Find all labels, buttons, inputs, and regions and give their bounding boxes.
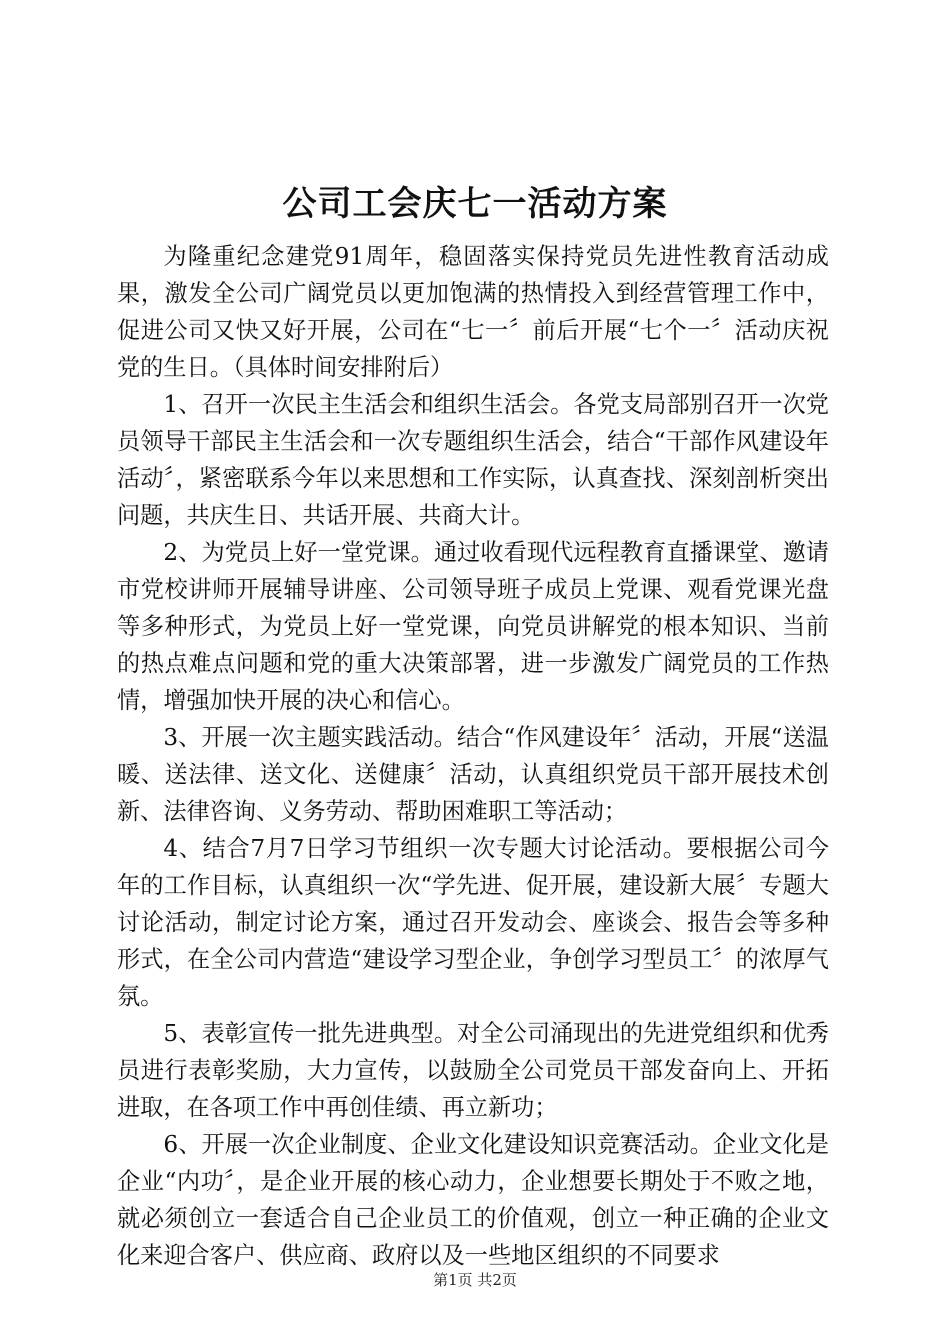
paragraph-item-1: 1、召开一次民主生活会和组织生活会。各党支局部别召开一次党员领导干部民主生活会和一次专题组织生活会，结合“干部作风建设年活动〞，紧密联系今年以来思想和工作实际，认真查找、深刻剖析突出问题，共庆生日、共话开展、共商大计。 [117, 391, 829, 529]
paragraph-intro: 为隆重纪念建党91周年，稳固落实保持党员先进性教育活动成果，激发全公司广阔党员以更加饱满的热情投入到经营管理工作中，促进公司又快又好开展，公司在“七一〞前后开展“七个一〞活动庆祝党的生日。（具体时间安排附后） [117, 243, 829, 381]
paragraph-item-5: 5、表彰宣传一批先进典型。对全公司涌现出的先进党组织和优秀员进行表彰奖励，大力宣传，以鼓励全公司党员干部发奋向上、开拓进取，在各项工作中再创佳绩、再立新功； [117, 1020, 829, 1121]
paragraph-item-2: 2、为党员上好一堂党课。通过收看现代远程教育直播课堂、邀请市党校讲师开展辅导讲座、公司领导班子成员上党课、观看党课光盘等多种形式，为党员上好一堂党课，向党员讲解党的根本知识、当前的热点难点问题和党的重大决策部署，进一步激发广阔党员的工作热情，增强加快开展的决心和信心。 [117, 539, 829, 714]
document-body [117, 238, 829, 1274]
paragraph-item-6: 6、开展一次企业制度、企业文化建设知识竞赛活动。企业文化是企业“内功〞，是企业开展的核心动力，企业想要长期处于不败之地，就必须创立一套适合自己企业员工的价值观，创立一种正确的企业文化来迎合客户、供应商、政府以及一些地区组织的不同要求 [117, 1131, 829, 1269]
paragraph-item-4: 4、结合7月7日学习节组织一次专题大讨论活动。要根据公司今年的工作目标，认真组织一次“学先进、促开展，建设新大展〞专题大讨论活动，制定讨论方案，通过召开发动会、座谈会、报告会等多种形式，在全公司内营造“建设学习型企业，争创学习型员工〞的浓厚气氛。 [117, 835, 829, 1010]
page-footer: 第1页 共2页 [433, 1271, 517, 1289]
document-title: 公司工会庆七一活动方案 [282, 184, 668, 224]
paragraph-item-3: 3、开展一次主题实践活动。结合“作风建设年〞活动，开展“送温暖、送法律、送文化、送健康〞活动，认真组织党员干部开展技术创新、法律咨询、义务劳动、帮助困难职工等活动； [117, 724, 829, 825]
